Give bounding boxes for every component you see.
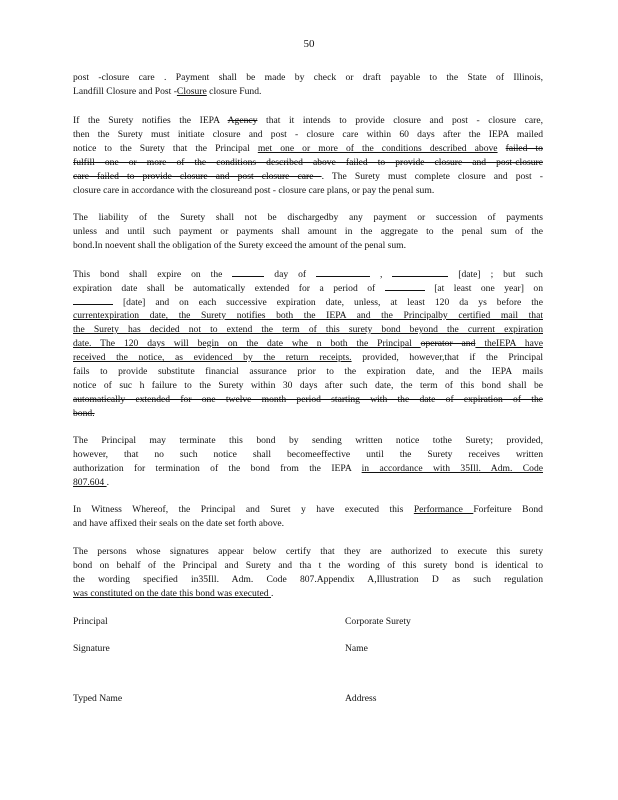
fill-in-blank (316, 267, 370, 277)
underlined-text: the Surety has decided not to extend the term of this surety bond beyond the current expiration (73, 324, 543, 335)
paragraph-bond-expiration (73, 267, 543, 421)
corporate-surety-label: Corporate Surety (345, 616, 411, 627)
text-run: [at least one year] on (424, 283, 543, 294)
text-run: and have affixed their seals on the date set forth above. (73, 518, 285, 529)
text-run: unless and until such payment or payments shall amount in the aggregate to the penal sum of the (73, 226, 543, 237)
text-line (73, 239, 543, 253)
struck-text: automatically extended for one twelve month period starting with the date of expiration of the (73, 394, 543, 405)
name-label: Name (345, 643, 368, 654)
text-run: day of (264, 269, 317, 280)
text-line (73, 393, 543, 407)
text-line (73, 448, 543, 462)
text-run: closure Fund. (206, 86, 262, 97)
text-line (73, 462, 543, 476)
fill-in-blank (73, 295, 113, 305)
text-line (73, 337, 543, 351)
text-run: . The Surety must complete closure and post - (321, 171, 543, 182)
text-line (73, 225, 543, 239)
text-run: then the Surety must initiate closure and post - closure care within 60 days after the IEPA mailed (73, 129, 543, 140)
text-run: In Witness Whereof, the Principal and Suret y have executed this (73, 504, 414, 515)
text-line (73, 170, 543, 184)
text-line (73, 365, 543, 379)
paragraph-certification (73, 545, 543, 601)
text-line (73, 407, 543, 421)
text-line (73, 184, 543, 198)
paragraph-payment (73, 71, 543, 99)
text-line (73, 503, 543, 517)
fill-in-blank (232, 267, 264, 277)
text-run: [date] ; but such (448, 269, 543, 280)
typed-name-label: Typed Name (73, 693, 123, 704)
text-line (73, 559, 543, 573)
text-line (73, 587, 543, 601)
struck-text: bond. (73, 408, 95, 419)
text-line (73, 351, 543, 365)
struck-text: failed to (505, 143, 543, 154)
principal-label: Principal (73, 616, 108, 627)
text-run: This bond shall expire on the (73, 269, 233, 280)
underlined-text: currentexpiration date, the Surety notifies both the IEPA and the Principalby certified mail that (73, 310, 543, 321)
underlined-text: met one or more of the conditions described above (257, 143, 498, 154)
text-line (73, 128, 543, 142)
text-run: provided, however,that if the Principal (351, 352, 543, 363)
text-run: authorization for termination of the bond from the IEPA (73, 463, 362, 474)
text-line (73, 573, 543, 587)
text-line (73, 114, 543, 128)
text-run: Forfeiture Bond (473, 504, 543, 515)
fill-in-blank (385, 281, 425, 291)
fill-in-blank (392, 267, 448, 277)
struck-text: care failed to provide closure and post closure care (73, 171, 322, 182)
struck-text: operator and (420, 338, 476, 349)
text-run: . (106, 477, 109, 488)
address-label: Address (345, 693, 377, 704)
text-run: . (270, 588, 274, 599)
text-line (73, 309, 543, 323)
text-run: bond.In noevent shall the obligation of the Surety exceed the amount of the penal sum. (73, 240, 407, 251)
text-line (73, 434, 543, 448)
text-run: fails to provide substitute financial assurance prior to the expiration date, and the IEPA mails (73, 366, 543, 377)
underlined-text: 807.604 (73, 477, 107, 488)
text-line (73, 476, 543, 490)
text-run: the wording specified in35Ill. Adm. Code 807.Appendix A,Illustration D as such regulation (73, 574, 543, 585)
text-run: [date] and on each successive expiration date, unless, at least 120 da ys before the (113, 297, 543, 308)
paragraph-witness (73, 503, 543, 531)
underlined-text: date. The 120 days will begin on the date whe n both the Principal (73, 338, 421, 349)
text-line (73, 211, 543, 225)
text-run: , (370, 269, 393, 280)
text-run: The liability of the Surety shall not be dischargedby any payment or succession of payments (73, 212, 543, 223)
text-line (73, 323, 543, 337)
text-line (73, 85, 543, 99)
struck-text: Agency (227, 115, 258, 126)
text-line (73, 267, 543, 281)
underlined-text: was constituted on the date this bond was executed (73, 588, 271, 599)
text-line (73, 156, 543, 170)
text-line (73, 281, 543, 295)
underlined-text: theIEPA have (475, 338, 543, 349)
text-line (73, 142, 543, 156)
text-line (73, 517, 543, 531)
text-line (73, 295, 543, 309)
page-number: 50 (303, 38, 315, 50)
text-line (73, 71, 543, 85)
text-run: bond on behalf of the Principal and Surety and tha t the wording of this surety bond is identical to (73, 560, 543, 571)
text-run: The persons whose signatures appear below certify that they are authorized to execute this surety (73, 546, 543, 557)
underlined-text: Performance (413, 504, 474, 515)
text-run: notice to the Surety that the Principal (73, 143, 258, 154)
text-line (73, 545, 543, 559)
text-run: closure care in accordance with the closureand post - closure care plans, or pay the penal sum. (73, 185, 435, 196)
text-run: however, that no such notice shall becomeeffective until the Surety receives written (73, 449, 543, 460)
text-run: If the Surety notifies the IEPA (73, 115, 228, 126)
text-run (498, 143, 506, 154)
underlined-text: Closure (176, 86, 207, 97)
text-run: post -closure care . Payment shall be made by check or draft payable to the State of Illinois, (73, 72, 543, 83)
paragraph-surety-closure (73, 114, 543, 198)
text-line (73, 379, 543, 393)
underlined-text: received the notice, as evidenced by the return receipts. (73, 352, 352, 363)
struck-text: fulfill one or more of the conditions described above failed to provide closure and post-closure (73, 157, 543, 168)
paragraph-liability (73, 211, 543, 253)
text-run: expiration date shall be automatically extended for a period of (73, 283, 385, 294)
text-run: The Principal may terminate this bond by sending written notice tothe Surety; provided, (73, 435, 543, 446)
text-run: Landfill Closure and Post - (73, 86, 177, 97)
paragraph-termination (73, 434, 543, 490)
signature-label: Signature (73, 643, 110, 654)
text-run: that it intends to provide closure and post - closure care, (257, 115, 543, 126)
underlined-text: in accordance with 35Ill. Adm. Code (361, 463, 543, 474)
text-run: notice of suc h failure to the Surety within 30 days after such date, the term of this bond shall be (73, 380, 543, 391)
